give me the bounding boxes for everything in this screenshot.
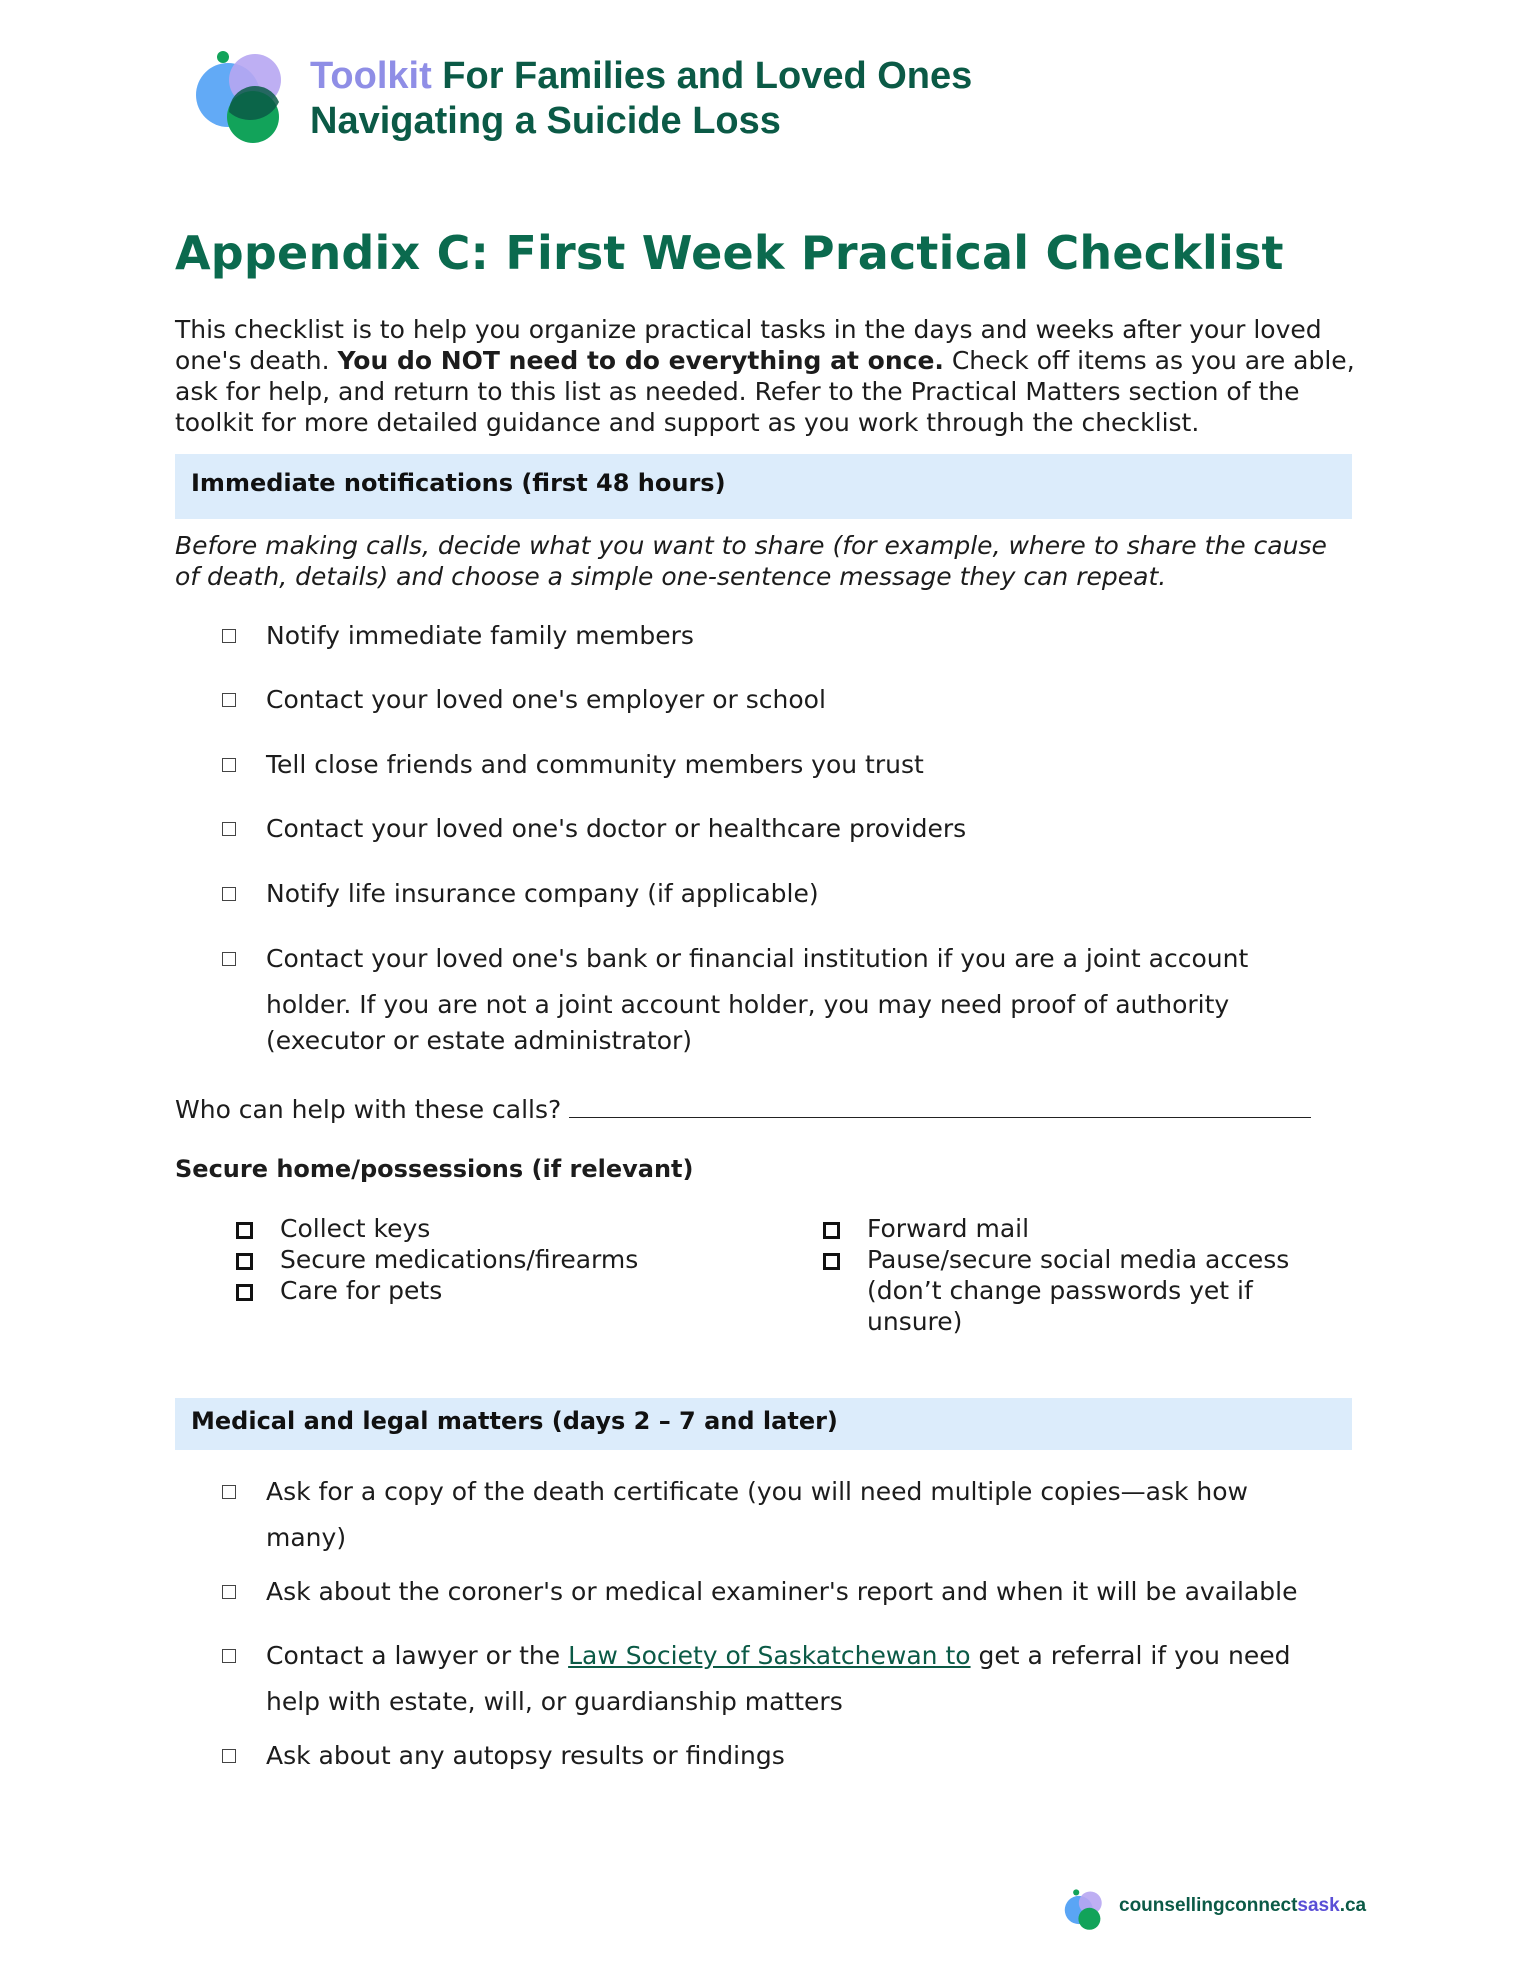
checklist-item-label: Collect keys (280, 1214, 431, 1243)
checklist-item-label: Contact your loved one's employer or school (266, 685, 826, 714)
checklist-item-label: Tell close friends and community members you trust (266, 750, 924, 779)
checklist-secure-right (823, 1213, 1343, 1337)
checkbox-icon[interactable] (823, 1253, 840, 1270)
checkbox-icon[interactable] (222, 887, 236, 901)
helper-answer-line[interactable] (569, 1093, 1311, 1118)
intro-paragraph (175, 314, 1355, 438)
checklist-item-label-cont: many) (266, 1523, 347, 1552)
intro-text-2: Check off items as you are able, ask for help, and return to this list as needed. Refer to the Practical Matters section of the toolkit for more detailed guidance and support as you work through the checklist. (175, 346, 1355, 437)
checklist-item-label-cont: holder. If you are not a joint account holder, you may need proof of authority (266, 990, 1230, 1019)
checklist-secure-left (236, 1213, 756, 1306)
section-band-medical (175, 1398, 1352, 1450)
checklist-item-label-cont: (executor or estate administrator) (266, 1026, 693, 1055)
helper-label: Who can help with these calls? (175, 1095, 562, 1124)
checklist-item[interactable] (823, 1244, 1307, 1337)
checklist-item-label: Contact your loved one's bank or financial institution if you are a joint account (266, 944, 1249, 973)
checkbox-icon[interactable] (222, 822, 236, 836)
intro-bold-text: You do NOT need to do everything at once. (337, 346, 944, 375)
footer-brand (1063, 1888, 1367, 1932)
checkbox-icon[interactable] (222, 1749, 236, 1763)
checklist-item[interactable] (236, 1213, 756, 1244)
checklist-item[interactable] (823, 1213, 1343, 1244)
checklist-item-label-cont: help with estate, will, or guardianship matters (266, 1687, 843, 1716)
page-title: Appendix C: First Week Practical Checklist (175, 226, 1284, 280)
checkbox-icon[interactable] (823, 1222, 840, 1239)
checklist-item-label: Contact your loved one's doctor or healthcare providers (266, 814, 967, 843)
checklist-item-label: Notify life insurance company (if applicable) (266, 879, 819, 908)
checkbox-icon[interactable] (222, 1585, 236, 1599)
overlapping-circles-logo-icon (1063, 1888, 1107, 1932)
checkbox-icon[interactable] (222, 952, 236, 966)
helper-question (175, 1093, 1311, 1124)
footer-website[interactable] (1119, 1895, 1366, 1917)
section-heading-medical: Medical and legal matters (days 2 – 7 and later) (191, 1407, 838, 1435)
checklist-item-label: Notify immediate family members (266, 621, 694, 650)
checklist-item-label: Ask about any autopsy results or findings (266, 1741, 785, 1770)
section-note: Before making calls, decide what you want to share (for example, where to share the cause of death, details) and choose a simple one-sentence message they can repeat. (175, 531, 1327, 591)
checkbox-icon[interactable] (236, 1253, 253, 1270)
checkbox-icon[interactable] (236, 1284, 253, 1301)
checklist-item-label: Care for pets (280, 1276, 443, 1305)
checklist-item-label: Forward mail (867, 1214, 1030, 1243)
checkbox-icon[interactable] (222, 693, 236, 707)
brand-accent-word: Toolkit (310, 55, 432, 97)
checklist-item-label (266, 1632, 1290, 1679)
intro-text-1: This checklist is to help you organize practical tasks in the days and weeks after your loved one's death. (175, 315, 1322, 375)
section-heading-immediate: Immediate notifications (first 48 hours) (191, 469, 726, 497)
checklist-item-label: Pause/secure social media access (don’t change passwords yet if unsure) (867, 1245, 1290, 1336)
checklist-item[interactable] (236, 1244, 756, 1275)
checklist-item-label: Ask about the coroner's or medical examiner's report and when it will be available (266, 1577, 1298, 1606)
checkbox-icon[interactable] (222, 1649, 236, 1663)
checkbox-icon[interactable] (222, 1485, 236, 1499)
checklist-item-label: Ask for a copy of the death certificate (you will need multiple copies—ask how (266, 1477, 1249, 1506)
checkbox-icon[interactable] (236, 1222, 253, 1239)
section-band-immediate (175, 454, 1352, 519)
toolkit-header (193, 50, 1093, 150)
overlapping-circles-logo-icon (193, 50, 293, 150)
site-accent: sask (1297, 1895, 1340, 1916)
brand-line1: For Families and Loved Ones (431, 55, 973, 97)
item-text: get a referral if you need (970, 1641, 1291, 1670)
checklist-item[interactable] (236, 1275, 756, 1306)
toolkit-title (310, 54, 972, 144)
site-text: counsellingconnect (1119, 1895, 1298, 1916)
checkbox-icon[interactable] (222, 629, 236, 643)
checkbox-icon[interactable] (222, 758, 236, 772)
brand-line2: Navigating a Suicide Loss (310, 100, 781, 142)
checklist-item-label: Secure medications/firearms (280, 1245, 639, 1274)
item-text: Contact a lawyer or the (266, 1641, 569, 1670)
law-society-link[interactable]: Law Society of Saskatchewan to (568, 1641, 971, 1670)
site-tld: .ca (1339, 1895, 1367, 1916)
section-heading-secure: Secure home/possessions (if relevant) (175, 1155, 694, 1183)
